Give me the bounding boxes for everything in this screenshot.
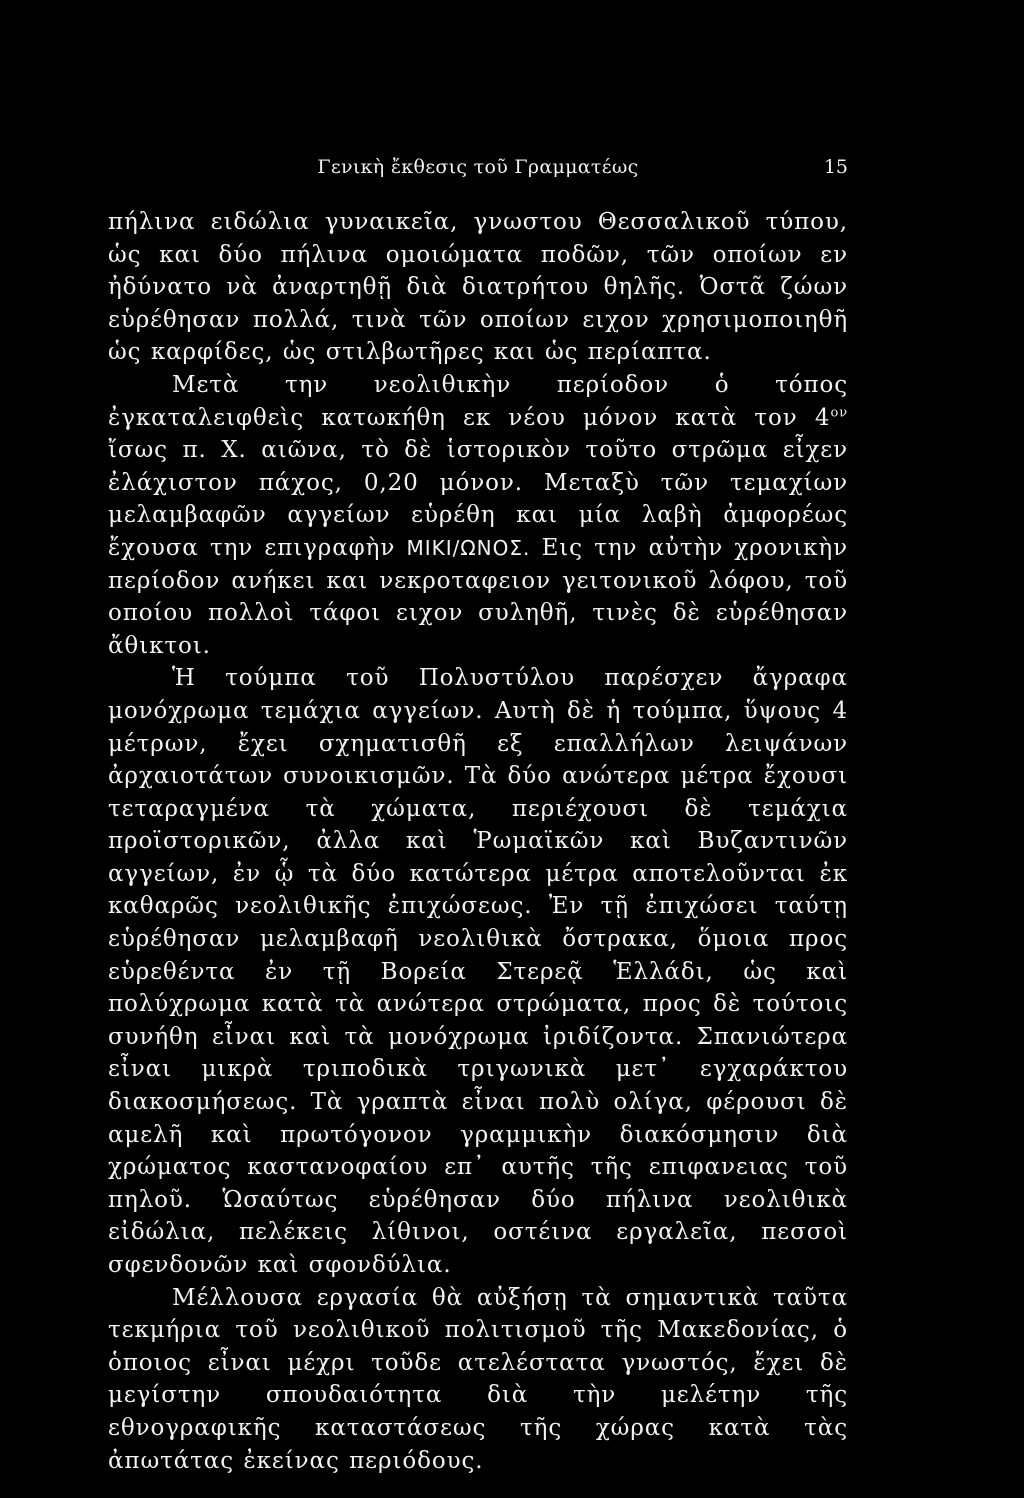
- paragraph-4: [108, 1282, 848, 1478]
- paragraph-text: Μετὰ την νεολιθικὴν περίοδον ὁ τόπος ἐγκαταλειφθεὶς κατωκήθη εκ νέου μόνον κατὰ τον 4: [108, 371, 848, 431]
- paragraph-text: Ἡ τούμπα τοῦ Πολυστύλου παρέσχεν ἄγραφα μονόχρωμα τεμάχια αγγείων. Αυτὴ δὲ ἡ τούμπα, ὕψους 4 μέτρων, ἔχει σχηματισθῆ εξ επαλλήλων λειψάνων ἀρχαιοτάτων συνοικισμῶν. Τὰ δύο ανώτερα μέτρα ἔχουσι τεταραγμένα τὰ χώματα, περιέχουσι δὲ τεμάχια προϊστορικῶν, ἀλλα καὶ Ῥωμαϊκῶν καὶ Βυζαντινῶν αγγείων, ἐν ᾧ τὰ δύο κατώτερα μέτρα αποτελοῦνται ἐκ καθαρῶς νεολιθικῆς ἐπιχώσεως. Ἐν τῇ ἐπιχώσει ταύτῃ εὑρέθησαν μελαμβαφῆ νεολιθικὰ ὄστρακα, ὅμοια προς εὑρεθέντα ἐν τῇ Βορεία Στερεᾷ Ἑλλάδι, ὡς καὶ πολύχρωμα κατὰ τὰ ανώτερα στρώματα, προς δὲ τούτοις συνήθη εἶναι καὶ τὰ μονόχρωμα ἰριδίζοντα. Σπανιώτερα εἶναι μικρὰ τριποδικὰ τριγωνικὰ μετ᾽ εγχαράκτου διακοσμήσεως. Τὰ γραπτὰ εἶναι πολὺ ολίγα, φέρουσι δὲ αμελῆ καὶ πρωτόγονον γραμμικὴν διακόσμησιν διὰ χρώματος καστανοφαίου επ᾽ αυτῆς τῆς επιφανειας τοῦ πηλοῦ. Ὡσαύτως εὑρέθησαν δύο πήλινα νεολιθικὰ εἰδώλια, πελέκεις λίθινοι, οστέινα εργαλεῖα, πεσσοὶ σφενδονῶν καὶ σφονδύλια.: [108, 665, 848, 1278]
- running-title: Γενικὴ ἔκθεσις τοῦ Γραμματέως: [317, 156, 639, 178]
- paragraph-text: Εις την αὐτὴν χρονικὴν περίοδον ανήκει και νεκροταφειον γειτονικοῦ λόφου, τοῦ οποίου πολλοὶ τάφοι ειχον συληθῆ, τινὲς δὲ εὑρέθησαν ἄθικτοι.: [108, 534, 848, 659]
- superscript-text: ον: [830, 404, 848, 420]
- page-header: [108, 156, 848, 186]
- paragraph-text: ἴσως π. Χ. αιῶνα, τὸ δὲ ἱστορικὸν τοῦτο στρῶμα εἶχεν ἐλάχιστον πάχος, 0,20 μόνον. Μεταξὺ τῶν τεμαχίων μελαμβαφῶν αγγείων εὑρέθη και μία λαβὴ ἀμφορέως ἔχουσα την επιγραφὴν: [108, 437, 848, 561]
- body-text: [108, 206, 848, 1477]
- paragraph-3: [108, 662, 848, 1281]
- inscription-text: ΜΙΚΙ/ΩΝΟΣ.: [406, 535, 531, 560]
- paragraph-text: πήλινα ειδώλια γυναικεῖα, γνωστου Θεσσαλικοῦ τύπου, ὡς και δύο πήλινα ομοιώματα ποδῶν, τῶν οποίων εν ἠδύνατο νὰ ἀναρτηθῇ διὰ διατρήτου θηλῆς. Ὀστᾶ ζώων εὑρέθησαν πολλά, τινὰ τῶν οποίων ειχον χρησιμοποιηθῆ ὡς καρφίδες, ὡς στιλβωτῆρες και ὡς περίαπτα.: [108, 209, 848, 366]
- paragraph-text: Μέλλουσα εργασία θὰ αὐξήσῃ τὰ σημαντικὰ ταῦτα τεκμήρια τοῦ νεολιθικοῦ πολιτισμοῦ τῆς Μακεδονίας, ὁ ὁποιος εἶναι μέχρι τοῦδε ατελέστατα γνωστός, ἔχει δὲ μεγίστην σπουδαιότητα διὰ τὴν μελέτην τῆς εθνογραφικῆς καταστάσεως τῆς χώρας κατὰ τὰς ἀπωτάτας ἐκείνας περιόδους.: [108, 1284, 848, 1474]
- paragraph-1: [108, 206, 848, 369]
- page-number: 15: [823, 156, 848, 178]
- paragraph-2: [108, 369, 848, 662]
